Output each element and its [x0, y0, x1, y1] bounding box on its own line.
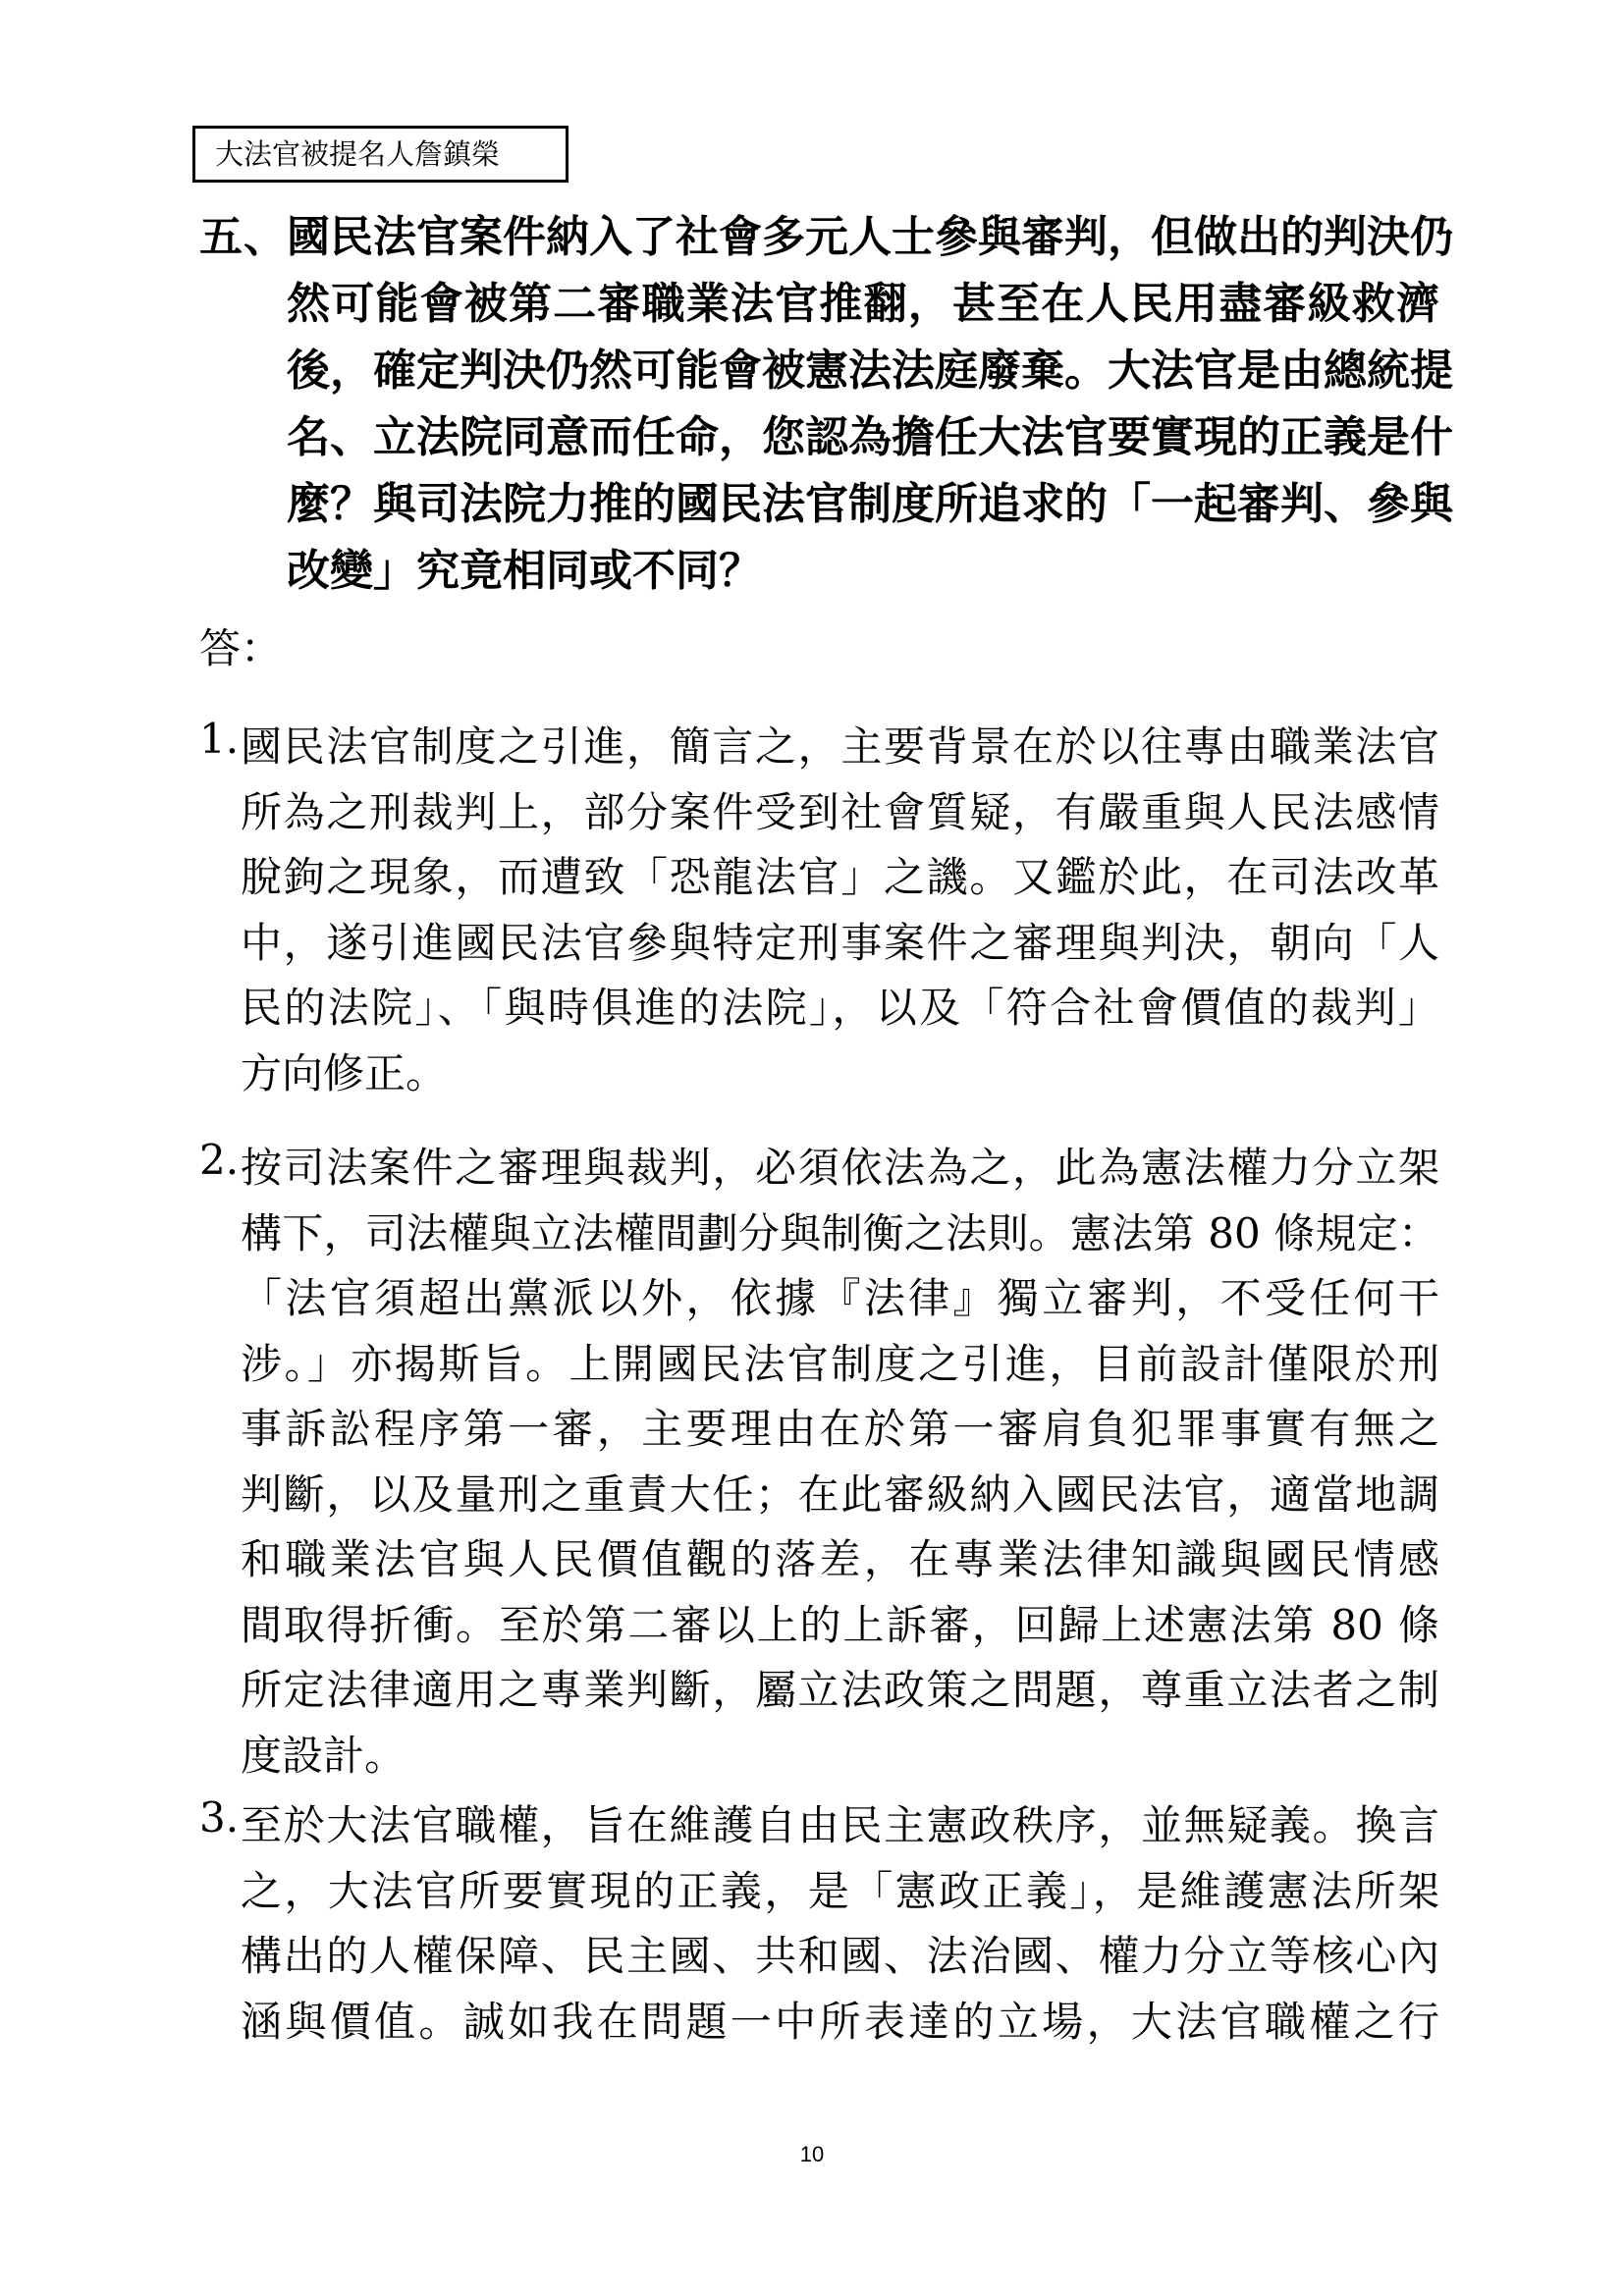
line-text: 度設計。: [241, 1731, 406, 1780]
indent-spacer: [199, 1041, 241, 1107]
line-text: 國民法官制度之引進，簡言之，主要背景在於以往專由職業法官: [241, 722, 1439, 771]
question-line: [199, 204, 1453, 271]
paragraph-line: [199, 976, 1439, 1041]
answer-item-3: [199, 1793, 1439, 2055]
indent-spacer: [199, 1201, 241, 1267]
paragraph-line: [199, 1793, 1439, 1859]
paragraph-line: [199, 911, 1439, 977]
nominee-label-box: 大法官被提名人詹鎮榮: [192, 126, 568, 183]
indent-spacer: [199, 1332, 241, 1398]
paragraph-line: [199, 1136, 1439, 1201]
line-text: 和職業法官與人民價值觀的落差，在專業法律知識與國民情感: [241, 1535, 1439, 1583]
question-number: 五、: [199, 212, 287, 262]
indent-spacer: [199, 1527, 241, 1593]
question-line: 改變」究竟相同或不同？: [287, 546, 762, 596]
paragraph-line: [199, 845, 1439, 911]
answer-label: 答：: [199, 624, 283, 672]
page-number: 10: [799, 2142, 825, 2166]
line-text: 涉。」亦揭斯旨。上開國民法官制度之引進，目前設計僅限於刑: [241, 1339, 1439, 1388]
line-text: 民的法院」、「與時俱進的法院」，以及「符合社會價值的裁判」: [241, 984, 1439, 1032]
indent-spacer: [199, 845, 241, 911]
paragraph-line: [199, 1527, 1439, 1593]
item-number: 1.: [199, 715, 240, 763]
question-line: 然可能會被第二審職業法官推翻，甚至在人民用盡審級救濟: [287, 279, 1439, 329]
paragraph-line: [199, 780, 1439, 846]
line-text: 所為之刑裁判上，部分案件受到社會質疑，有嚴重與人民法感情: [241, 787, 1439, 836]
paragraph-line: [199, 1924, 1439, 1990]
indent-spacer: [199, 1924, 241, 1990]
line-text: 所定法律適用之專業判斷，屬立法政策之問題，尊重立法者之制: [241, 1666, 1439, 1714]
paragraph-line: [199, 1266, 1439, 1332]
item-number: 3.: [199, 1793, 240, 1842]
paragraph-line: [199, 1332, 1439, 1398]
line-text: 至於大法官職權，旨在維護自由民主憲政秩序，並無疑義。換言: [241, 1801, 1439, 1849]
answer-item-2: [199, 1136, 1439, 1789]
paragraph-line: [199, 1593, 1439, 1659]
line-text: 脫鉤之現象，而遭致「恐龍法官」之譏。又鑑於此，在司法改革: [241, 853, 1439, 901]
indent-spacer: [199, 911, 241, 977]
line-text: 判斷，以及量刑之重責大任；在此審級納入國民法官，適當地調: [241, 1469, 1439, 1519]
line-text: 之，大法官所要實現的正義，是「憲政正義」，是維護憲法所架: [241, 1866, 1439, 1915]
paragraph-line: [199, 1201, 1439, 1267]
paragraph-line: [199, 715, 1439, 780]
line-text: 構出的人權保障、民主國、共和國、法治國、權力分立等核心內: [241, 1932, 1439, 1980]
indent-spacer: [199, 1593, 241, 1659]
indent-spacer: [199, 1397, 241, 1463]
question-line: 麼？與司法院力推的國民法官制度所追求的「一起審判、參與: [287, 479, 1453, 529]
indent-spacer: [199, 1990, 241, 2056]
paragraph-line: [199, 1041, 1439, 1107]
paragraph-line: [199, 1397, 1439, 1463]
line-text: 間取得折衝。至於第二審以上的上訴審，回歸上述憲法第 80 條: [241, 1600, 1439, 1649]
line-text: 涵與價值。誠如我在問題一中所表達的立場，大法官職權之行: [241, 1997, 1439, 2046]
paragraph-line: [199, 1658, 1439, 1724]
line-text: 「法官須超出黨派以外，依據『法律』獨立審判，不受任何干: [241, 1274, 1439, 1322]
indent-spacer: [199, 976, 241, 1041]
line-text: 構下，司法權與立法權間劃分與制衡之法則。憲法第 80 條規定：: [241, 1208, 1439, 1257]
indent-spacer: [199, 1724, 241, 1789]
line-text: 按司法案件之審理與裁判，必須依法為之，此為憲法權力分立架: [241, 1144, 1439, 1192]
paragraph-line: [199, 1463, 1439, 1528]
indent-spacer: [199, 1463, 241, 1528]
indent-spacer: [199, 1266, 241, 1332]
indent-spacer: [199, 1859, 241, 1925]
question-line: 後，確定判決仍然可能會被憲法法庭廢棄。大法官是由總統提: [287, 346, 1453, 396]
question-text: 國民法官案件納入了社會多元人士參與審判，但做出的判決仍: [287, 212, 1453, 262]
line-text: 中，遂引進國民法官參與特定刑事案件之審理與判決，朝向「人: [241, 918, 1439, 967]
question-heading: [199, 204, 1453, 605]
line-text: 事訴訟程序第一審，主要理由在於第一審肩負犯罪事實有無之: [241, 1405, 1439, 1453]
item-number: 2.: [199, 1136, 240, 1184]
indent-spacer: [199, 780, 241, 846]
indent-spacer: [199, 1658, 241, 1724]
answer-item-1: [199, 715, 1439, 1106]
paragraph-line: [199, 1859, 1439, 1925]
paragraph-line: [199, 1990, 1439, 2056]
line-text: 方向修正。: [241, 1048, 448, 1097]
question-line: 名、立法院同意而任命，您認為擔任大法官要實現的正義是什: [287, 412, 1453, 462]
paragraph-line: [199, 1724, 1439, 1789]
